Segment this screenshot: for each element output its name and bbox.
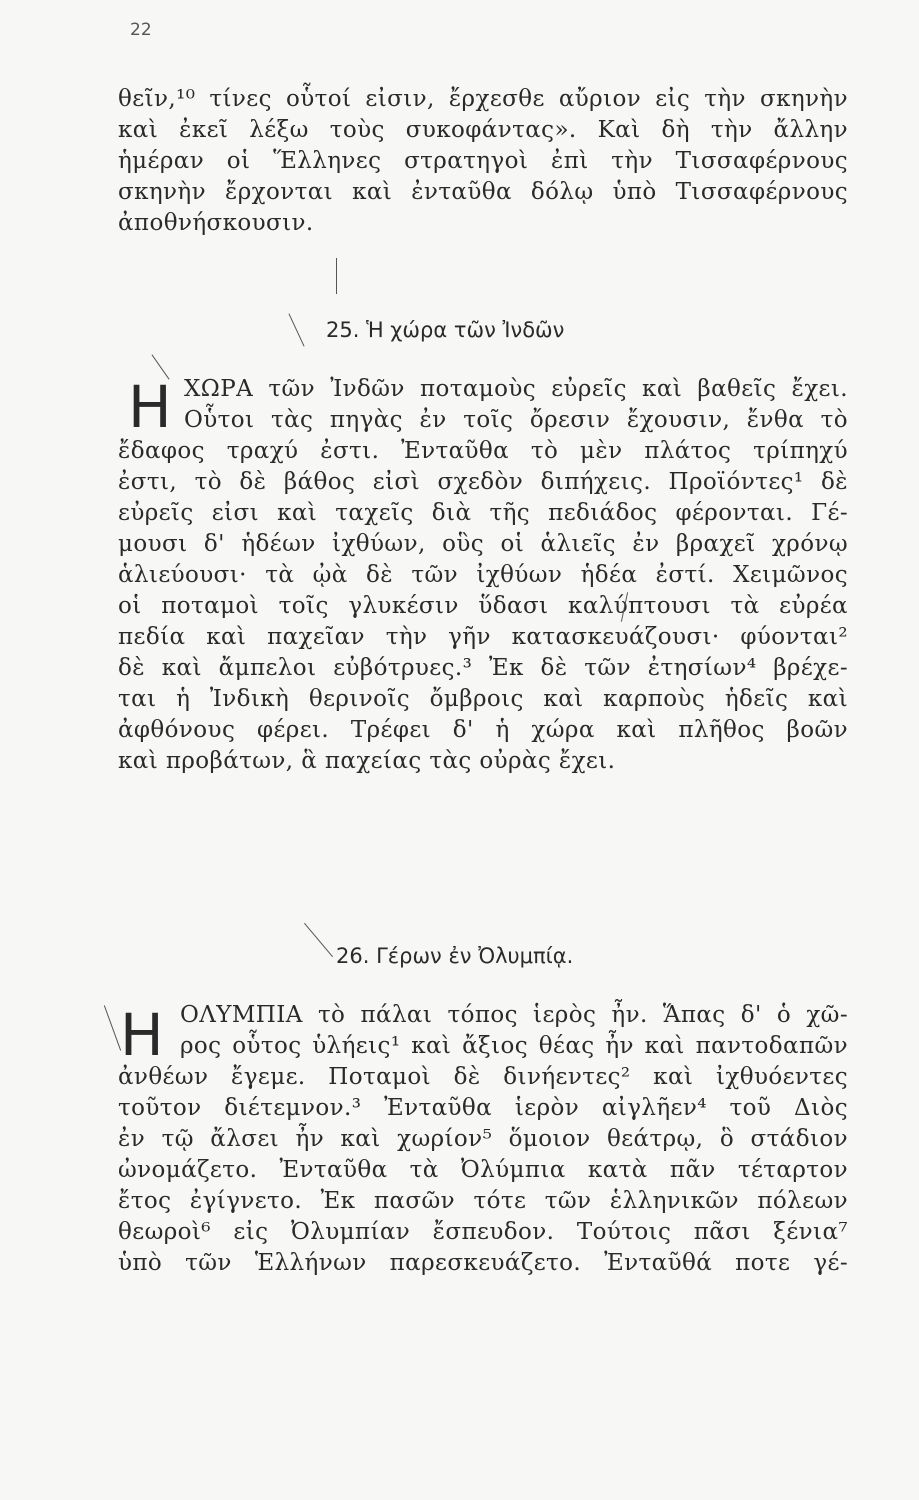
text-line: θεωροὶ⁶ εἰς Ὀλυμπίαν ἔσπευδον. Τούτοις πᾶσι ξένια⁷: [118, 1219, 848, 1245]
text-line: ἐν τῷ ἄλσει ἦν καὶ χωρίον⁵ ὅμοιον θεάτρῳ, ὃ στάδιον: [118, 1126, 848, 1152]
text-line: ΧΩΡΑ τῶν Ἰνδῶν ποταμοὺς εὐρεῖς καὶ βαθεῖς ἔχει.: [184, 376, 848, 402]
drop-cap-initial: H: [120, 1001, 164, 1069]
pencil-mark: [304, 923, 333, 957]
text-line: μουσι δ' ἡδέων ἰχθύων, οὓς οἱ ἁλιεῖς ἐν βραχεῖ χρόνῳ: [118, 531, 848, 557]
text-line: οἱ ποταμοὶ τοῖς γλυκέσιν ὕδασι καλύπτουσι τὰ εὐρέα: [118, 593, 848, 619]
text-line: ἔδαφος τραχύ ἐστι. Ἐνταῦθα τὸ μὲν πλάτος τρίπηχύ: [118, 438, 848, 464]
text-line: εὐρεῖς εἰσι καὶ ταχεῖς διὰ τῆς πεδιάδος φέρονται. Γέ-: [118, 500, 848, 526]
text-line: ὠνομάζετο. Ἐνταῦθα τὰ Ὀλύμπια κατὰ πᾶν τέταρτον: [118, 1157, 848, 1183]
text-line: ὑπὸ τῶν Ἑλλήνων παρεσκευάζετο. Ἐνταῦθά ποτε γέ-: [118, 1250, 848, 1276]
text-line: καὶ προβάτων, ἃ παχείας τὰς οὐρὰς ἔχει.: [118, 748, 616, 774]
text-line: ἐστι, τὸ δὲ βάθος εἰσὶ σχεδὸν διπήχεις. Προϊόντες¹ δὲ: [118, 469, 848, 495]
text-line: ται ἡ Ἰνδικὴ θερινοῖς ὄμβροις καὶ καρποὺς ἡδεῖς καὶ: [118, 686, 848, 712]
text-line: ἀφθόνους φέρει. Τρέφει δ' ἡ χώρα καὶ πλῆθος βοῶν: [118, 717, 848, 743]
text-line: ἔτος ἐγίγνετο. Ἐκ πασῶν τότε τῶν ἑλληνικῶν πόλεων: [118, 1188, 848, 1214]
text-line: δὲ καὶ ἄμπελοι εὐβότρυες.³ Ἐκ δὲ τῶν ἐτησίων⁴ βρέχε-: [118, 655, 848, 681]
text-line: ἁλιεύουσι· τὰ ᾠὰ δὲ τῶν ἰχθύων ἡδέα ἐστί. Χειμῶνος: [118, 562, 848, 588]
text-line: ἀποθνήσκουσιν.: [118, 210, 314, 236]
text-line: τοῦτον διέτεμνον.³ Ἐνταῦθα ἱερὸν αἰγλῆεν⁴ τοῦ Διὸς: [118, 1095, 848, 1121]
text-line: σκηνὴν ἔρχονται καὶ ἐνταῦθα δόλῳ ὑπὸ Τισσαφέρνους: [118, 179, 848, 205]
section-25-title: 25. Ἡ χώρα τῶν Ἰνδῶν: [326, 318, 565, 342]
text-line: ἀνθέων ἔγεμε. Ποταμοὶ δὲ δινήεντες² καὶ ἰχθυόεντες: [118, 1064, 848, 1090]
intro-paragraph: [118, 84, 848, 239]
page-number: 22: [130, 20, 152, 40]
drop-cap-initial: H: [128, 373, 172, 441]
text-line: καὶ ἐκεῖ λέξω τοὺς συκοφάντας». Καὶ δὴ τὴν ἄλλην: [118, 117, 848, 143]
section-25-paragraph: [118, 374, 848, 777]
section-26-paragraph: [118, 1000, 848, 1279]
pencil-mark: [336, 258, 337, 294]
text-line: Οὗτοι τὰς πηγὰς ἐν τοῖς ὄρεσιν ἔχουσιν, ἔνθα τὸ: [184, 407, 848, 433]
text-line: ἡμέραν οἱ Ἕλληνες στρατηγοὶ ἐπὶ τὴν Τισσαφέρνους: [118, 148, 848, 174]
pencil-mark: [288, 313, 304, 346]
text-line: ΟΛΥΜΠΙΑ τὸ πάλαι τόπος ἱερὸς ἦν. Ἅπας δ' ὁ χῶ-: [180, 1002, 848, 1028]
text-line: θεῖν,¹⁰ τίνες οὗτοί εἰσιν, ἔρχεσθε αὔριον εἰς τὴν σκηνὴν: [118, 86, 848, 112]
text-line: πεδία καὶ παχεῖαν τὴν γῆν κατασκευάζουσι· φύονται²: [118, 624, 848, 650]
section-26-title: 26. Γέρων ἐν Ὀλυμπίᾳ.: [336, 944, 574, 968]
text-line: ρος οὗτος ὑλήεις¹ καὶ ἄξιος θέας ἦν καὶ παντοδαπῶν: [180, 1033, 848, 1059]
